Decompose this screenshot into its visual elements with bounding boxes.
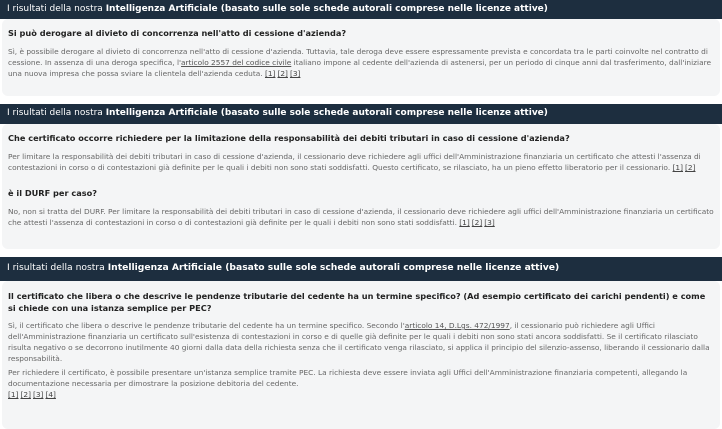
qa-card [2,19,720,96]
question-text: Che certificato occorre richiedere per la limitazione della responsabilità dei debiti tributari in caso di cessione d'azienda? [8,133,570,143]
answer-text: Per richiedere il certificato, è possibile presentare un'istanza semplice tramite PEC. La richiesta deve essere inviata agli Uffici dell'Amministrazione finanziaria competenti, allegando la documentazione necessaria per dimostrare la posizione debitoria del cedente. [8,368,688,388]
reference-link-1[interactable]: [1] [672,163,684,172]
reference-link-3[interactable]: [3] [289,69,301,78]
answer-text: Per limitare la responsabilità dei debiti tributari in caso di cessione d'azienda, il cessionario deve richiedere agli uffici dell'Amministrazione finanziaria un certificato che attesti l'assenza di contestazioni in corso o di contestazioni già definite per le quali i debiti non sono stati soddisfatti. Questo certificato, se rilasciato, ha un pieno effetto liberatorio per il cessionario. [1] [2] [8,152,701,172]
reference-link-1[interactable]: [1] [264,69,276,78]
question-text: Si può derogare al divieto di concorrenza nell'atto di cessione d'azienda? [8,28,347,38]
ai-result-header: I risultati della nostra Intelligenza Artificiale (basato sulle sole schede autorali comprese nelle licenze attive) [0,0,722,19]
reference-link-2[interactable]: [2] [471,218,483,227]
reference-links [673,163,698,172]
question-text: Il certificato che libera o che descrive le pendenze tributarie del cedente ha un termine specifico? (Ad esempio certificato dei carichi pendenti) e come si chiede con una istanza semplice per PEC? [8,291,706,313]
reference-link-1[interactable]: [1] [459,218,470,227]
reference-link-2[interactable]: [2] [685,163,696,172]
law-article-link[interactable]: articolo 14, D.Lgs. 472/1997 [404,321,510,330]
ai-result-panel-2 [0,104,722,249]
reference-link-2[interactable]: [2] [277,69,288,78]
answer-text: No, non si tratta del DURF. Per limitare la responsabilità dei debiti tributari in caso di cessione d'azienda, il cessionario deve richiedere agli uffici dell'Amministrazione finanziaria un certificato che attesti l'assenza di contestazioni in corso o di contestazioni già definite per le quali i debiti non sono stati soddisfatti. [1] [2] [3] [8,207,714,227]
ai-result-panel-3 [0,257,722,429]
reference-link-3[interactable]: [3] [484,218,495,227]
ai-result-panel-1 [0,0,722,96]
ai-result-header: I risultati della nostra Intelligenza Artificiale (basato sulle sole schede autorali comprese nelle licenze attive) [0,104,722,124]
answer-text: Sì, il certificato che libera o descrive le pendenze tributarie del cedente ha un termine specifico. Secondo l'articolo 14, D.Lgs. 472/1997, il cessionario può richiedere agli Uffici dell'Amministrazione finanziaria un certificato sull'esistenza di contestazioni in corso e di quelle già definite per le quali i debiti non sono stati ancora soddisfatti. Se il certificato rilasciato risulta negativo o se decorrono inutilmente 40 giorni dalla data della richiesta senza che il certificato venga rilasciato, si applica il principio del silenzio-assenso, liberando il cessionario dalla responsabilità. [8,321,710,363]
question-text: è il DURF per caso? [8,188,97,198]
answer-text: Sì, è possibile derogare al divieto di concorrenza nell'atto di cessione d'azienda. Tuttavia, tale deroga deve essere espressamente prevista e concordata tra le parti coinvolte nel contratto di cessione. In assenza di una deroga specifica, l'articolo 2557 del codice civile italiano impone al cedente dell'azienda di astenersi, per un periodo di cinque anni dal trasferimento, dall'iniziare una nuova impresa che possa sviare la clientela dell'azienda ceduta. [1] [2] [3] [8,47,712,78]
law-article-link[interactable]: articolo 2557 del codice civile [181,58,292,67]
qa-card [2,281,720,429]
ai-result-header: I risultati della nostra Intelligenza Artificiale (basato sulle sole schede autorali comprese nelle licenze attive) [0,257,722,281]
reference-link-4[interactable]: [4] [45,390,56,399]
qa-card [2,124,720,249]
reference-links [459,218,496,227]
reference-links [8,389,714,400]
reference-links [265,69,302,78]
reference-link-1[interactable]: [1] [8,390,19,399]
reference-link-2[interactable]: [2] [20,390,31,399]
reference-link-3[interactable]: [3] [32,390,44,399]
